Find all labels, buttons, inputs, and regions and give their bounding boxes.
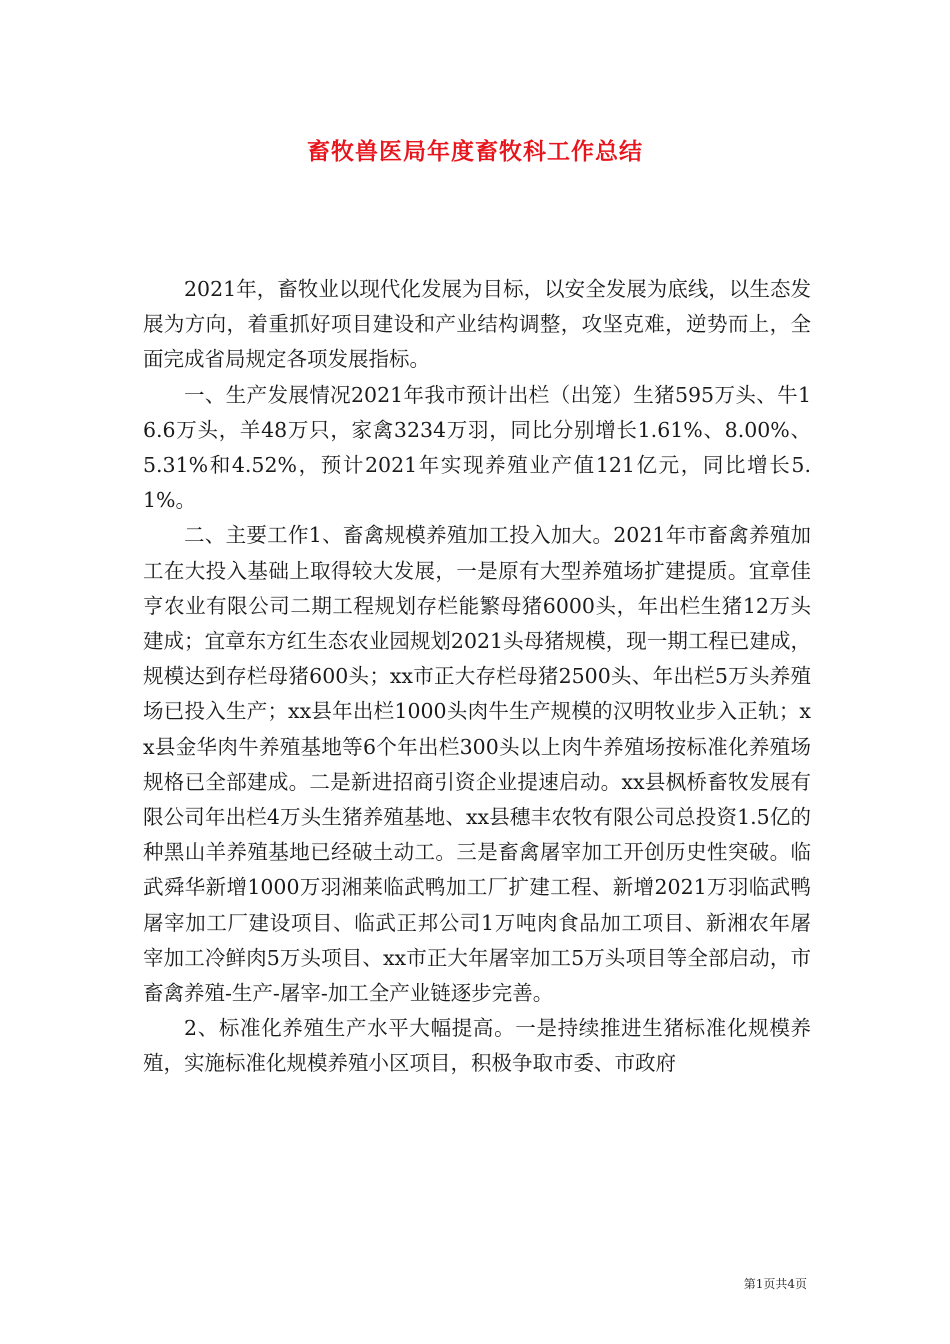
document-title: 畜牧兽医局年度畜牧科工作总结: [307, 139, 643, 165]
paragraph-main-work: 二、主要工作1、畜禽规模养殖加工投入加大。2021年市畜禽养殖加工在大投入基础上取得较大发展，一是原有大型养殖场扩建提质。宜章佳亨农业有限公司二期工程规划存栏能繁母猪6000头，年出栏生猪12万头建成；宜章东方红生态农业园规划2021头母猪规模，现一期工程已建成，规模达到存栏母猪600头；xx市正大存栏母猪2500头、年出栏5万头养殖场已投入生产；xx县年出栏1000头肉牛生产规模的汉明牧业步入正轨；xx县金华肉牛养殖基地等6个年出栏300头以上肉牛养殖场按标准化养殖场规格已全部建成。二是新进招商引资企业提速启动。xx县枫桥畜牧发展有限公司年出栏4万头生猪养殖基地、xx县穗丰农牧有限公司总投资1.5亿的种黑山羊养殖基地已经破土动工。三是畜禽屠宰加工开创历史性突破。临武舜华新增1000万羽湘莱临武鸭加工厂扩建工程、新增2021万羽临武鸭屠宰加工厂建设项目、临武正邦公司1万吨肉食品加工项目、新湘农年屠宰加工冷鲜肉5万头项目、xx市正大年屠宰加工5万头项目等全部启动，市畜禽养殖-生产-屠宰-加工全产业链逐步完善。: [143, 523, 811, 1006]
paragraph-standardization: 2、标准化养殖生产水平大幅提高。一是持续推进生猪标准化规模养殖，实施标准化规模养殖小区项目，积极争取市委、市政府: [143, 1016, 811, 1076]
document-body: [143, 272, 811, 1082]
page-number: 第1页共4页: [743, 1277, 807, 1291]
paragraph-intro: 2021年，畜牧业以现代化发展为目标，以安全发展为底线，以生态发展为方向，着重抓好项目建设和产业结构调整，攻坚克难，逆势而上，全面完成省局规定各项发展指标。: [143, 277, 811, 372]
paragraph-production: 一、生产发展情况2021年我市预计出栏（出笼）生猪595万头、牛16.6万头，羊48万只，家禽3234万羽，同比分别增长1.61%、8.00%、5.31%和4.52%，预计2021年实现养殖业产值121亿元，同比增长5.1%。: [143, 382, 811, 513]
